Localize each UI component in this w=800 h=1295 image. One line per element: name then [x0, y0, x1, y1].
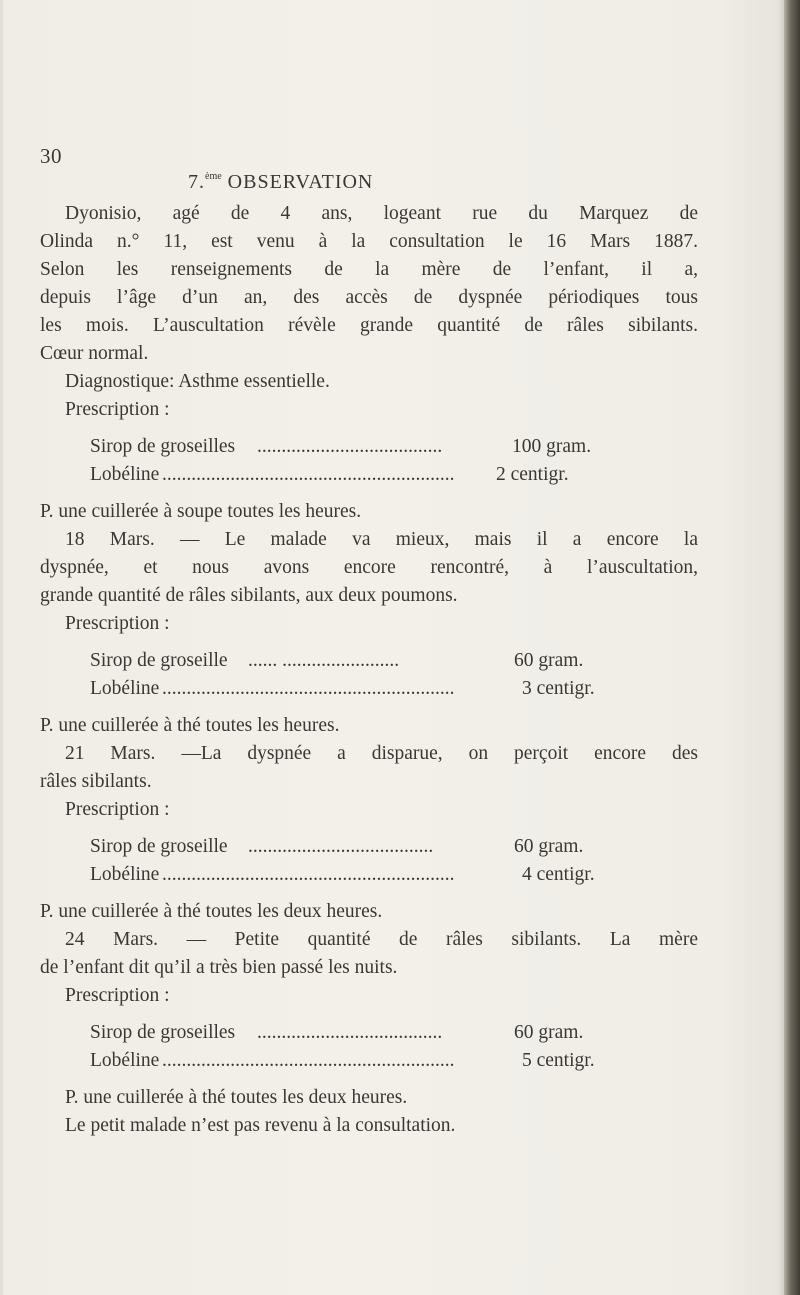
prescription-item-name: Lobéline: [90, 678, 160, 699]
prescription-item-dose: 100 gram.: [512, 436, 592, 457]
observation-ordinal: ème: [205, 171, 222, 182]
text-line: Olinda n.° 11, est venu à la consultation le 16 Mars 1887.: [40, 231, 698, 252]
observation-title: OBSERVATION: [227, 171, 374, 193]
prescription-leader-dots: ......................................: [248, 837, 434, 857]
prescription-item-dose: 60 gram.: [514, 650, 584, 671]
prescription-leader-dots: ............................................................: [162, 465, 455, 485]
posology-line: P. une cuillerée à thé toutes les heures.: [40, 715, 340, 736]
text-line: de l’enfant dit qu’il a très bien passé les nuits.: [40, 957, 398, 978]
prescription-item-name: Sirop de groseilles: [90, 1022, 236, 1043]
prescription-item-dose: 60 gram.: [514, 1022, 584, 1043]
prescription-item-dose: 5 centigr.: [522, 1050, 595, 1071]
page-edge-left: [0, 0, 3, 1295]
posology-line: P. une cuillerée à soupe toutes les heures.: [40, 501, 362, 522]
text-line: râles sibilants.: [40, 771, 152, 792]
prescription-item-name: Lobéline: [90, 864, 160, 885]
prescription-item-dose: 3 centigr.: [522, 678, 595, 699]
prescription-item-name: Lobéline: [90, 1050, 160, 1071]
text-line: Selon les renseignements de la mère de l’enfant, il a,: [40, 259, 698, 280]
posology-line: P. une cuillerée à thé toutes les deux heures.: [65, 1087, 408, 1108]
prescription-item-name: Sirop de groseille: [90, 836, 228, 857]
prescription-leader-dots: ...... ........................: [248, 651, 400, 671]
prescription-leader-dots: ............................................................: [162, 679, 455, 699]
prescription-label: Prescription :: [65, 985, 170, 1006]
page-number: 30: [40, 144, 62, 168]
prescription-leader-dots: ......................................: [257, 1023, 443, 1043]
prescription-label: Prescription :: [65, 799, 170, 820]
text-line: 18 Mars. — Le malade va mieux, mais il a encore la: [65, 529, 698, 550]
prescription-leader-dots: ............................................................: [162, 1051, 455, 1071]
prescription-item-dose: 2 centigr.: [496, 464, 569, 485]
text-line: grande quantité de râles sibilants, aux deux poumons.: [40, 585, 458, 606]
prescription-item-dose: 4 centigr.: [522, 864, 595, 885]
posology-line: P. une cuillerée à thé toutes les deux heures.: [40, 901, 383, 922]
prescription-item-name: Sirop de groseilles: [90, 436, 236, 457]
prescription-leader-dots: ......................................: [257, 437, 443, 457]
text-line: 21 Mars. —La dyspnée a disparue, on perçoit encore des: [65, 743, 698, 764]
prescription-item-name: Sirop de groseille: [90, 650, 228, 671]
text-line: Dyonisio, agé de 4 ans, logeant rue du Marquez de: [65, 203, 698, 224]
prescription-label: Prescription :: [65, 613, 170, 634]
prescription-item-name: Lobéline: [90, 464, 160, 485]
page-binding-edge: [784, 0, 800, 1295]
prescription-item-dose: 60 gram.: [514, 836, 584, 857]
text-line: depuis l’âge d’un an, des accès de dyspnée périodiques tous: [40, 287, 698, 308]
observation-number: 7.: [188, 171, 205, 193]
text-line: les mois. L’auscultation révèle grande quantité de râles sibilants.: [40, 315, 698, 336]
text-line: 24 Mars. — Petite quantité de râles sibilants. La mère: [65, 929, 698, 950]
text-line: dyspnée, et nous avons encore rencontré, à l’auscultation,: [40, 557, 698, 578]
text-line: Le petit malade n’est pas revenu à la consultation.: [65, 1115, 456, 1136]
text-line: Cœur normal.: [40, 343, 149, 364]
diagnosis-line: Diagnostique: Asthme essentielle.: [65, 371, 330, 392]
prescription-label: Prescription :: [65, 399, 170, 420]
prescription-leader-dots: ............................................................: [162, 865, 455, 885]
observation-heading: [188, 171, 373, 194]
